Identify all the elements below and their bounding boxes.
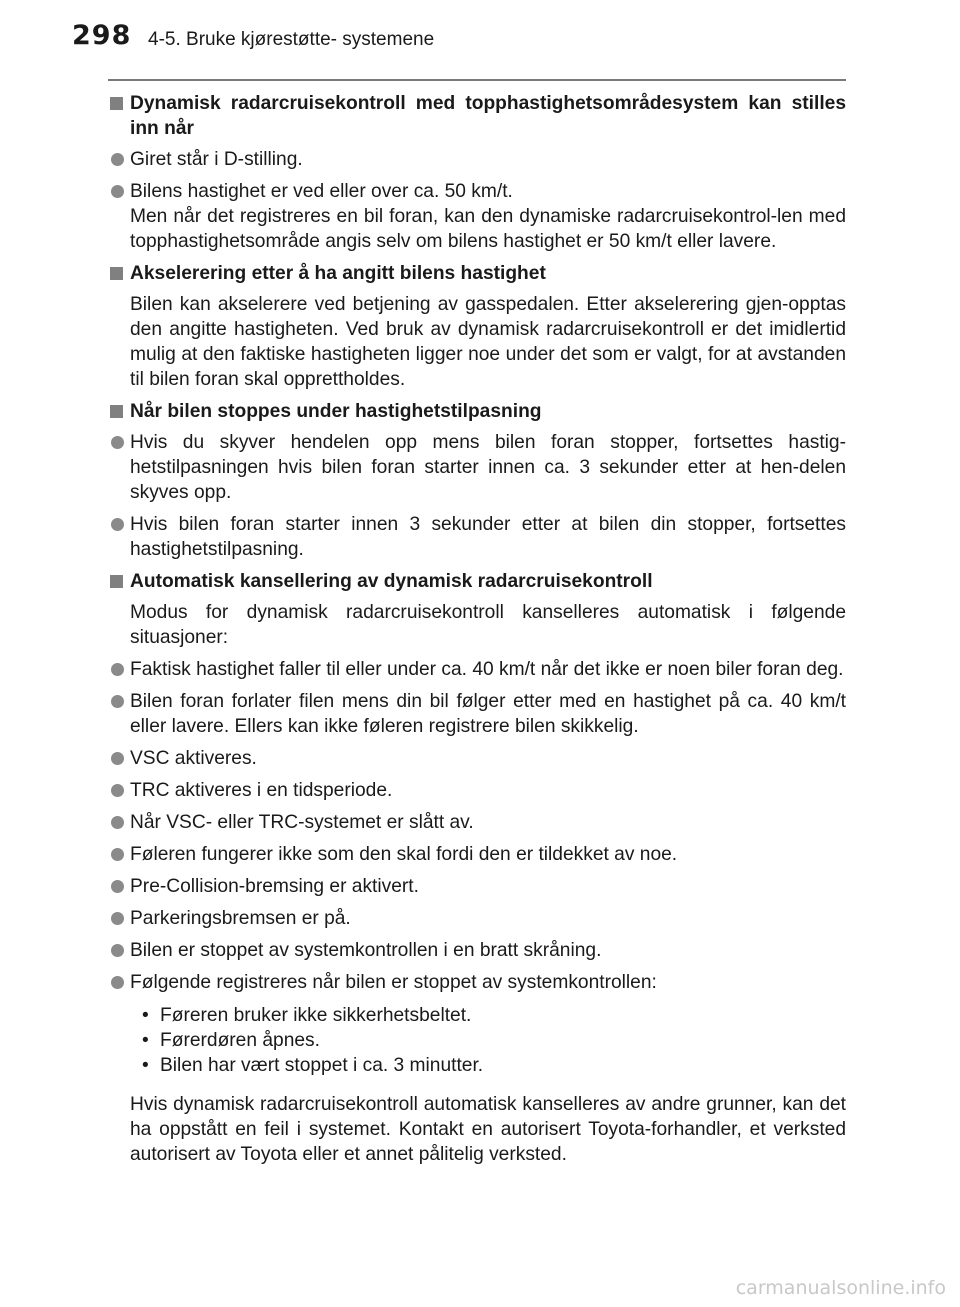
- sub-list-item-text: Føreren bruker ikke sikkerhetsbeltet.: [160, 1005, 472, 1026]
- circle-bullet-icon: [111, 784, 124, 797]
- section-heading: [108, 399, 846, 424]
- sub-list-item: [142, 1003, 846, 1028]
- list-item-text: Føleren fungerer ikke som den skal fordi den er tildekket av noe.: [130, 844, 678, 865]
- list-item: [108, 430, 846, 505]
- circle-bullet-icon: [111, 695, 124, 708]
- section-stop-during-follow: [108, 399, 846, 562]
- list-item-text: Bilens hastighet er ved eller over ca. 50 km/t. Men når det registreres en bil foran, kan den dynamiske radarcruisekontrol-len med topphastighetsområde angis selv om bilens hastighet er 50 km/t eller lavere.: [130, 181, 846, 252]
- header-rule: [108, 79, 846, 81]
- list-item: [108, 970, 846, 995]
- circle-bullet-icon: [111, 880, 124, 893]
- paragraph: Modus for dynamisk radarcruisekontroll kanselleres automatisk i følgende situasjoner:: [130, 602, 846, 648]
- circle-bullet-icon: [111, 663, 124, 676]
- small-bullet-icon: •: [142, 1005, 149, 1026]
- list-item: [108, 179, 846, 254]
- list-item: [108, 746, 846, 771]
- section-acceleration: [108, 261, 846, 392]
- list-item: [108, 778, 846, 803]
- list-item: [108, 147, 846, 172]
- square-bullet-icon: [110, 575, 123, 588]
- list-item-text: VSC aktiveres.: [130, 748, 257, 769]
- circle-bullet-icon: [111, 185, 124, 198]
- small-bullet-icon: •: [142, 1055, 149, 1076]
- section-heading: [108, 91, 846, 141]
- chapter-title: 4-5. Bruke kjørestøtte- systemene: [148, 29, 435, 50]
- page-number: 298: [72, 20, 132, 51]
- circle-bullet-icon: [111, 752, 124, 765]
- circle-bullet-icon: [111, 436, 124, 449]
- list-item-text: Pre-Collision-bremsing er aktivert.: [130, 876, 419, 897]
- list-item-text: Når VSC- eller TRC-systemet er slått av.: [130, 812, 474, 833]
- watermark: carmanualsonline.info: [735, 1277, 946, 1299]
- sub-list-item-text: Bilen har vært stoppet i ca. 3 minutter.: [160, 1055, 484, 1076]
- circle-bullet-icon: [111, 976, 124, 989]
- list-item-text: Faktisk hastighet faller til eller under ca. 40 km/t når det ikke er noen biler foran deg.: [130, 659, 844, 680]
- section-activation-conditions: [108, 91, 846, 254]
- section-heading: [108, 569, 846, 594]
- square-bullet-icon: [110, 267, 123, 280]
- list-item-text: Giret står i D-stilling.: [130, 149, 303, 170]
- list-item: [108, 512, 846, 562]
- square-bullet-icon: [110, 97, 123, 110]
- paragraph: Bilen kan akselerere ved betjening av gasspedalen. Etter akselerering gjen-opptas den angitte hastigheten. Ved bruk av dynamisk radarcruisekontroll er det imidlertid mulig at den faktiske hastigheten ligger noe under det som er valgt, for at avstanden til bilen foran skal opprettholdes.: [130, 294, 846, 390]
- section-heading: [108, 261, 846, 286]
- list-item-text: Bilen er stoppet av systemkontrollen i en bratt skråning.: [130, 940, 602, 961]
- list-item: [108, 657, 846, 682]
- section-automatic-cancellation: [108, 569, 846, 1167]
- section-heading-text: Når bilen stoppes under hastighetstilpasning: [130, 401, 542, 422]
- circle-bullet-icon: [111, 944, 124, 957]
- list-item: [108, 906, 846, 931]
- section-heading-text: Akselerering etter å ha angitt bilens hastighet: [130, 263, 546, 284]
- circle-bullet-icon: [111, 518, 124, 531]
- circle-bullet-icon: [111, 912, 124, 925]
- list-item: [108, 874, 846, 899]
- circle-bullet-icon: [111, 153, 124, 166]
- sub-list-item-text: Førerdøren åpnes.: [160, 1030, 320, 1051]
- section-heading-text: Dynamisk radarcruisekontroll med topphastighetsområdesystem kan stilles inn når: [130, 93, 846, 139]
- list-item: [108, 689, 846, 739]
- list-item: [108, 938, 846, 963]
- list-item-text: Bilen foran forlater filen mens din bil følger etter med en hastighet på ca. 40 km/t eller lavere. Ellers kan ikke føleren registrere bilen skikkelig.: [130, 691, 846, 737]
- sub-list: [108, 1003, 846, 1078]
- square-bullet-icon: [110, 405, 123, 418]
- list-item-text: Parkeringsbremsen er på.: [130, 908, 351, 929]
- closing-paragraph: Hvis dynamisk radarcruisekontroll automatisk kanselleres av andre grunner, kan det ha oppstått en feil i systemet. Kontakt en autorisert Toyota-forhandler, et verksted autorisert av Toyota eller et annet pålitelig verksted.: [130, 1094, 846, 1165]
- list-item-text: Hvis bilen foran starter innen 3 sekunder etter at bilen din stopper, fortsettes hastighetstilpasning.: [130, 514, 846, 560]
- list-item: [108, 842, 846, 867]
- list-item-text: Følgende registreres når bilen er stoppet av systemkontrollen:: [130, 972, 657, 993]
- sub-list-item: [142, 1053, 846, 1078]
- circle-bullet-icon: [111, 816, 124, 829]
- page-content: [108, 91, 846, 1174]
- sub-list-item: [142, 1028, 846, 1053]
- list-item-text: Hvis du skyver hendelen opp mens bilen foran stopper, fortsettes hastig-hetstilpasningen hvis bilen foran starter innen ca. 3 sekunder etter at hen-delen skyves opp.: [130, 432, 846, 503]
- circle-bullet-icon: [111, 848, 124, 861]
- list-item: [108, 810, 846, 835]
- small-bullet-icon: •: [142, 1030, 149, 1051]
- list-item-text: TRC aktiveres i en tidsperiode.: [130, 780, 393, 801]
- section-heading-text: Automatisk kansellering av dynamisk radarcruisekontroll: [130, 571, 653, 592]
